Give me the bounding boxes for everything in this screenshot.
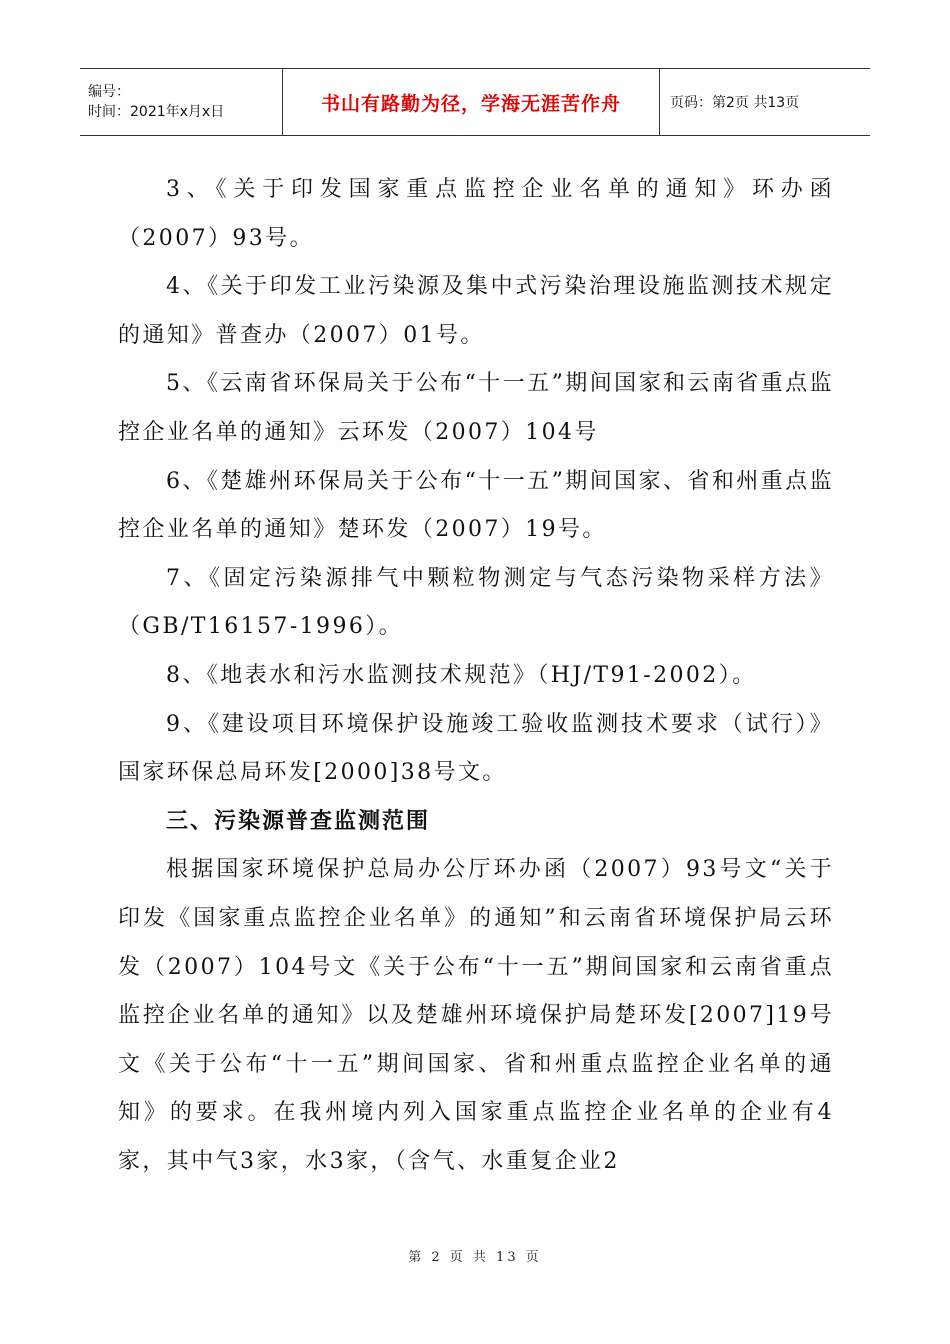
paragraph-item-7: 7、《固定污染源排气中颗粒物测定与气态污染物采样方法》（GB/T16157-1996）。 — [118, 565, 834, 640]
header-page-number: 页码：第2页 共13页 — [670, 95, 800, 111]
paragraph-item-5: 5、《云南省环保局关于公布“十一五”期间国家和云南省重点监控企业名单的通知》云环发（2007）104号 — [118, 371, 834, 445]
section-heading: 三、污染源普查监测范围 — [166, 808, 431, 834]
paragraph-item-4: 4、《关于印发工业污染源及集中式污染治理设施监测技术规定的通知》普查办（2007）01号。 — [118, 274, 834, 348]
section-paragraph: 根据国家环境保护总局办公厅环办函（2007）93号文“关于印发《国家重点监控企业名单》的通知”和云南省环境保护局云环发（2007）104号文《关于公布“十一五”期间国家和云南省重点监控企业名单的通知》以及楚雄州环境保护局楚环发[2007]19号文《关于公布“十一五”期间国家、省和州重点监控企业名单的通知》的要求。在我州境内列入国家重点监控企业名单的企业有4家，其中气3家，水3家，（含气、水重复企业2 — [118, 857, 834, 1174]
paragraph-item-6: 6、《楚雄州环保局关于公布“十一五”期间国家、省和州重点监控企业名单的通知》楚环发（2007）19号。 — [118, 468, 834, 543]
document-number-label: 编号： — [88, 84, 130, 100]
document-date-label: 时间：2021年x月x日 — [88, 104, 225, 120]
header-motto: 书山有路勤为径，学海无涯苦作舟 — [283, 69, 660, 135]
document-body — [118, 166, 834, 1186]
header-meta — [80, 69, 283, 135]
page-header — [80, 68, 870, 136]
paragraph-item-9: 9、《建设项目环境保护设施竣工验收监测技术要求（试行）》国家环保总局环发[2000]38号文。 — [118, 711, 834, 786]
page-footer: 第 2 页 共 13 页 — [408, 1250, 542, 1265]
paragraph-item-3: 3、《关于印发国家重点监控企业名单的通知》环办函（2007）93号。 — [118, 177, 834, 251]
paragraph-item-8: 8、《地表水和污水监测技术规范》（HJ/T91-2002）。 — [166, 662, 757, 688]
